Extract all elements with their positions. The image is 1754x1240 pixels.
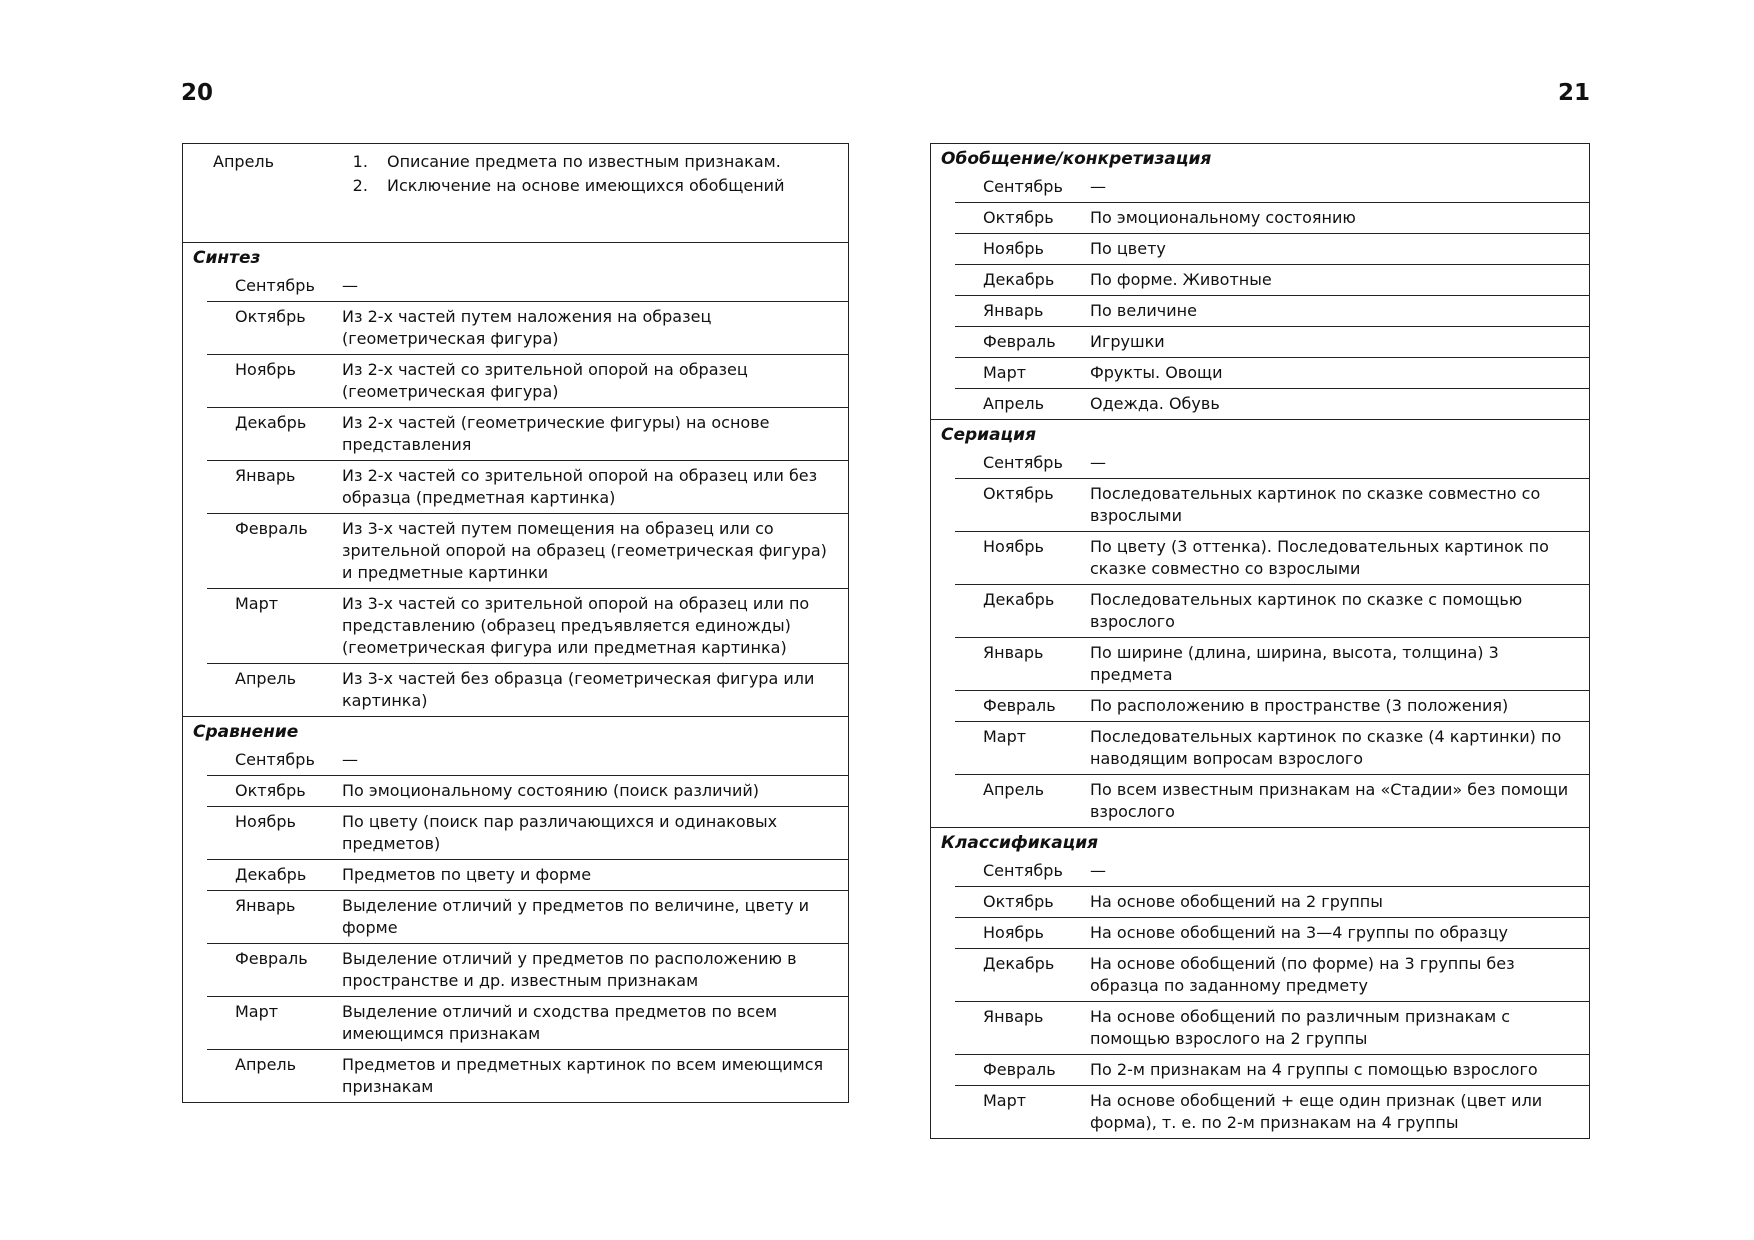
row-text: По цвету	[1090, 239, 1166, 258]
table-row	[955, 202, 1589, 233]
generalization-rows	[955, 172, 1589, 419]
row-text: На основе обобщений на 2 группы	[1090, 892, 1383, 911]
row-text: —	[342, 750, 358, 769]
month-label: Октябрь	[983, 484, 1054, 503]
row-text: На основе обобщений (по форме) на 3 группы без образца по заданному предмету	[1090, 954, 1515, 995]
month-label: Март	[235, 594, 279, 613]
list-item: 2. Исключение на основе имеющихся обобщений	[373, 174, 784, 198]
row-text: Из 3-х частей со зрительной опорой на образец или по представлению (образец предъявляется единожды) (геометрическая фигура или предметная картинка)	[342, 594, 810, 657]
month-label: Март	[235, 1002, 279, 1021]
section-title-synthesis: Синтез	[183, 242, 848, 271]
month-label: Январь	[235, 896, 296, 915]
table-row	[207, 663, 848, 716]
table-row	[207, 1049, 848, 1102]
table-row	[207, 890, 848, 943]
row-text: —	[1090, 453, 1106, 472]
row-text: —	[342, 276, 358, 295]
section-title-comparison: Сравнение	[183, 716, 848, 745]
row-text: По 2-м признакам на 4 группы с помощью взрослого	[1090, 1060, 1538, 1079]
month-label: Ноябрь	[235, 360, 296, 379]
section-title-classification: Классификация	[931, 827, 1589, 856]
table-row	[207, 996, 848, 1049]
table-row	[207, 271, 848, 301]
table-row	[207, 513, 848, 588]
page-number-right: 21	[1558, 80, 1591, 106]
section-title-seriation: Сериация	[931, 419, 1589, 448]
page-number-left: 20	[181, 80, 214, 106]
table-row	[955, 388, 1589, 419]
row-text: Из 2-х частей путем наложения на образец (геометрическая фигура)	[342, 307, 712, 348]
table-row	[955, 264, 1589, 295]
row-text: Из 3-х частей без образца (геометрическая фигура или картинка)	[342, 669, 815, 710]
row-text: Фрукты. Овощи	[1090, 363, 1223, 382]
table-row	[207, 775, 848, 806]
section-title-generalization: Обобщение/конкретизация	[941, 149, 1212, 169]
month-label: Апрель	[235, 1055, 297, 1074]
table-row	[207, 806, 848, 859]
comparison-rows	[207, 745, 848, 1102]
table-row	[207, 859, 848, 890]
row-text: По форме. Животные	[1090, 270, 1272, 289]
month-label: Ноябрь	[983, 923, 1044, 942]
row-text: Последовательных картинок по сказке совместно со взрослыми	[1090, 484, 1541, 525]
table-row	[955, 357, 1589, 388]
row-text: Из 3-х частей путем помещения на образец или со зрительной опорой на образец (геометрическая фигура) и предметные картинки	[342, 519, 827, 582]
list-item: 1. Описание предмета по известным признакам.	[373, 150, 784, 174]
month-label: Октябрь	[235, 307, 306, 326]
month-label: Март	[983, 727, 1027, 746]
month-label: Февраль	[235, 519, 308, 538]
month-label: Март	[983, 363, 1027, 382]
row-text: На основе обобщений + еще один признак (цвет или форма), т. е. по 2-м признакам на 4 группы	[1090, 1091, 1543, 1132]
month-label: Январь	[983, 301, 1044, 320]
synthesis-rows	[207, 271, 848, 716]
table-row	[955, 326, 1589, 357]
table-row	[955, 233, 1589, 264]
month-label: Декабрь	[983, 590, 1055, 609]
row-text: По цвету (3 оттенка). Последовательных картинок по сказке совместно со взрослыми	[1090, 537, 1549, 578]
row-text: По ширине (длина, ширина, высота, толщина) 3 предмета	[1090, 643, 1499, 684]
month-label: Февраль	[235, 949, 308, 968]
row-text: На основе обобщений на 3—4 группы по образцу	[1090, 923, 1508, 942]
month-label: Сентябрь	[235, 276, 315, 295]
table-row	[955, 721, 1589, 774]
left-page-table	[182, 143, 849, 1103]
month-label: Февраль	[983, 1060, 1056, 1079]
right-page-table	[930, 143, 1590, 1139]
table-row	[955, 584, 1589, 637]
table-row	[955, 172, 1589, 202]
month-label: Декабрь	[235, 865, 307, 884]
table-row	[207, 301, 848, 354]
table-row	[207, 588, 848, 663]
month-label: Январь	[235, 466, 296, 485]
row-text: На основе обобщений по различным признакам с помощью взрослого на 2 группы	[1090, 1007, 1511, 1048]
april-row	[183, 144, 848, 242]
table-row	[207, 354, 848, 407]
table-row	[955, 1001, 1589, 1054]
month-label: Сентябрь	[983, 453, 1063, 472]
table-row	[955, 531, 1589, 584]
month-label: Ноябрь	[235, 812, 296, 831]
table-row	[955, 295, 1589, 326]
row-text: По эмоциональному состоянию	[1090, 208, 1356, 227]
table-row	[955, 948, 1589, 1001]
row-text: По эмоциональному состоянию (поиск различий)	[342, 781, 759, 800]
row-text: —	[1090, 177, 1106, 196]
table-row	[207, 407, 848, 460]
month-label: Апрель	[983, 394, 1045, 413]
table-row	[955, 917, 1589, 948]
month-label: Январь	[983, 1007, 1044, 1026]
month-label: Декабрь	[983, 954, 1055, 973]
row-text: Выделение отличий у предметов по расположению в пространстве и др. известным признакам	[342, 949, 797, 990]
month-label: Апрель	[235, 669, 297, 688]
table-row	[955, 1085, 1589, 1138]
month-label: Март	[983, 1091, 1027, 1110]
table-row	[955, 690, 1589, 721]
row-text: Одежда. Обувь	[1090, 394, 1220, 413]
row-text: По всем известным признакам на «Стадии» без помощи взрослого	[1090, 780, 1569, 821]
month-label: Февраль	[983, 696, 1056, 715]
row-text: Выделение отличий и сходства предметов по всем имеющимся признакам	[342, 1002, 778, 1043]
month-label: Октябрь	[235, 781, 306, 800]
row-text: Из 2-х частей со зрительной опорой на образец или без образца (предметная картинка)	[342, 466, 818, 507]
classification-rows	[955, 856, 1589, 1138]
row-text: Игрушки	[1090, 332, 1165, 351]
table-row	[207, 745, 848, 775]
table-row	[955, 856, 1589, 886]
row-text: Предметов и предметных картинок по всем имеющимся признакам	[342, 1055, 824, 1096]
row-text: По расположению в пространстве (3 положения)	[1090, 696, 1509, 715]
month-label: Февраль	[983, 332, 1056, 351]
table-row	[955, 637, 1589, 690]
row-text: Выделение отличий у предметов по величине, цвету и форме	[342, 896, 810, 937]
row-text: Из 2-х частей со зрительной опорой на образец (геометрическая фигура)	[342, 360, 748, 401]
month-label: Апрель	[213, 152, 275, 171]
month-label: Октябрь	[983, 892, 1054, 911]
month-label: Ноябрь	[983, 537, 1044, 556]
table-row	[955, 886, 1589, 917]
row-text: По цвету (поиск пар различающихся и одинаковых предметов)	[342, 812, 778, 853]
row-text: Последовательных картинок по сказке (4 картинки) по наводящим вопросам взрослого	[1090, 727, 1562, 768]
table-row	[955, 1054, 1589, 1085]
row-text: Из 2-х частей (геометрические фигуры) на основе представления	[342, 413, 770, 454]
table-row	[955, 448, 1589, 478]
table-row	[207, 460, 848, 513]
row-text: —	[1090, 861, 1106, 880]
month-label: Декабрь	[983, 270, 1055, 289]
month-label: Апрель	[983, 780, 1045, 799]
table-row	[955, 478, 1589, 531]
april-list	[343, 150, 784, 242]
table-row	[955, 774, 1589, 827]
month-label: Сентябрь	[983, 177, 1063, 196]
row-text: Последовательных картинок по сказке с помощью взрослого	[1090, 590, 1523, 631]
row-text: По величине	[1090, 301, 1197, 320]
month-label: Сентябрь	[235, 750, 315, 769]
month-label: Октябрь	[983, 208, 1054, 227]
table-row	[207, 943, 848, 996]
seriation-rows	[955, 448, 1589, 827]
month-label: Сентябрь	[983, 861, 1063, 880]
month-label: Ноябрь	[983, 239, 1044, 258]
month-label: Январь	[983, 643, 1044, 662]
month-label: Декабрь	[235, 413, 307, 432]
row-text: Предметов по цвету и форме	[342, 865, 592, 884]
